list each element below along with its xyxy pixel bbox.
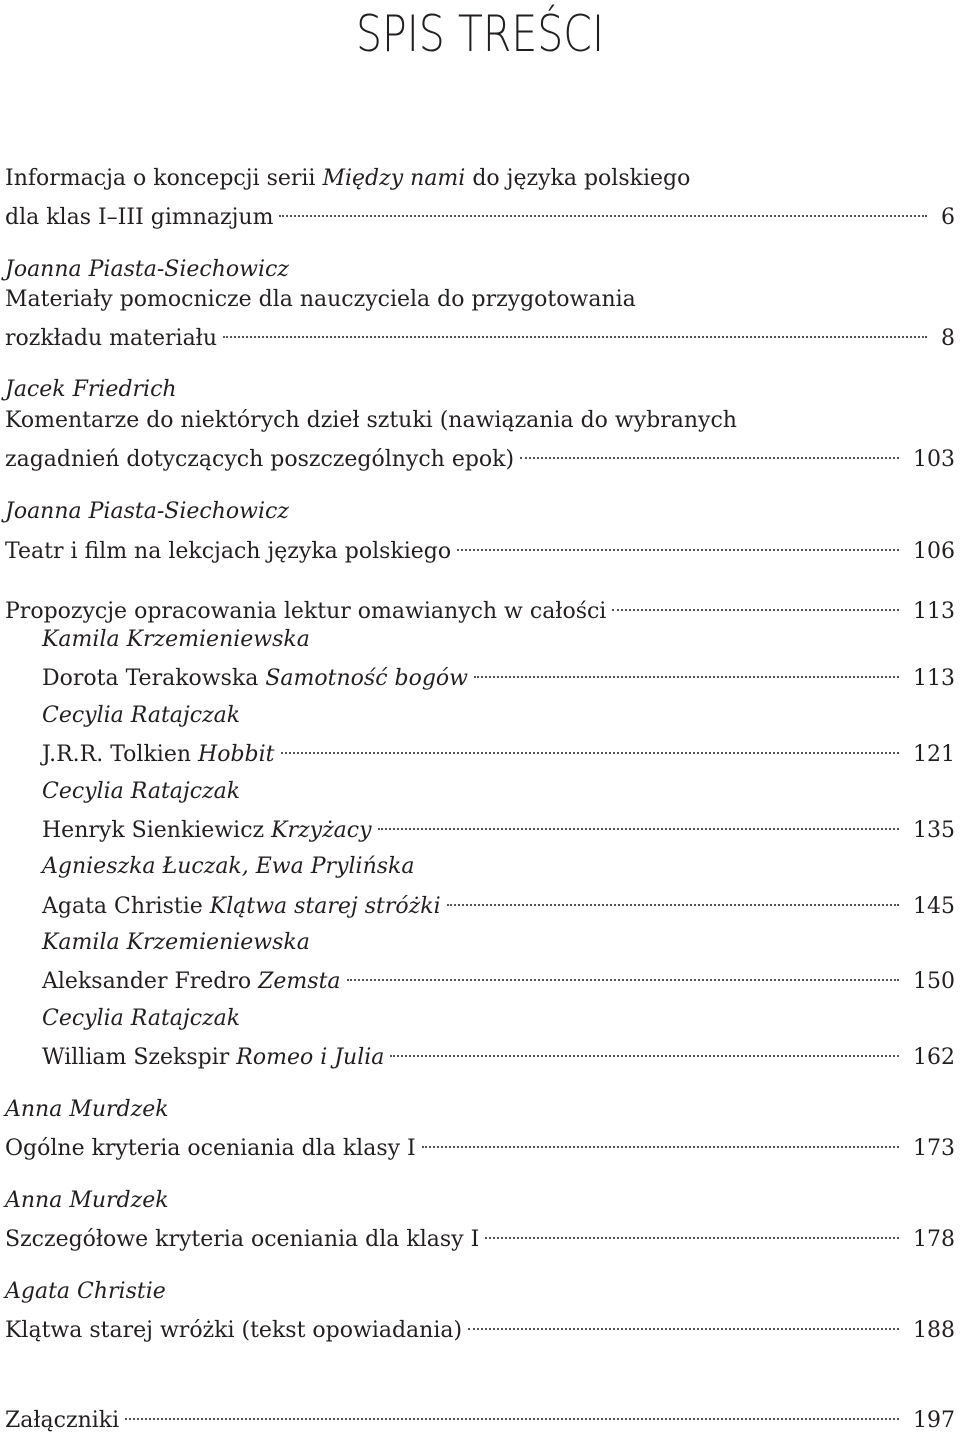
toc-sub-entry[interactable] bbox=[42, 807, 955, 843]
entry-author: Agata Christie bbox=[5, 1279, 166, 1304]
book-title: Romeo i Julia bbox=[236, 1045, 385, 1070]
book-author: Dorota Terakowska bbox=[42, 666, 266, 691]
toc-entry[interactable] bbox=[5, 1125, 955, 1161]
entry-title-text: dla klas I–III gimnazjum bbox=[5, 205, 274, 230]
dot-leader bbox=[223, 315, 927, 345]
sub-entry-author: Agnieszka Łuczak, Ewa Prylińska bbox=[42, 854, 415, 879]
page-number: 197 bbox=[913, 1408, 955, 1433]
toc-entry-title-line bbox=[5, 406, 955, 436]
entry-title-text: rozkładu materiału bbox=[5, 326, 217, 351]
book-title: Samotność bogów bbox=[265, 666, 468, 691]
page-number: 178 bbox=[913, 1227, 955, 1252]
page-number: 106 bbox=[913, 539, 955, 564]
entry-title-text: Komentarze do niektórych dzieł sztuki (nawiązania do wybranych bbox=[5, 408, 737, 433]
entry-title-text: Załączniki bbox=[5, 1408, 120, 1433]
dot-leader bbox=[281, 731, 900, 761]
entry-title-text: Szczegółowe kryteria oceniania dla klasy I bbox=[5, 1227, 480, 1252]
page-number: 173 bbox=[913, 1136, 955, 1161]
toc-entry[interactable] bbox=[5, 194, 955, 230]
toc-sub-entry[interactable] bbox=[42, 958, 955, 994]
dot-leader bbox=[125, 1397, 899, 1427]
page-number: 8 bbox=[941, 326, 955, 351]
entry-title-text: Materiały pomocnicze dla nauczyciela do przygotowania bbox=[5, 287, 636, 312]
toc-entry[interactable] bbox=[5, 588, 955, 624]
book-author: Henryk Sienkiewicz bbox=[42, 818, 272, 843]
entry-title-text: do języka polskiego bbox=[465, 166, 691, 191]
entry-title-text: Ogólne kryteria oceniania dla klasy I bbox=[5, 1136, 416, 1161]
book-author: Aleksander Fredro bbox=[42, 969, 259, 994]
entry-author: Anna Murdzek bbox=[5, 1097, 169, 1122]
book-title: Zemsta bbox=[258, 969, 341, 994]
page-number: 121 bbox=[913, 742, 955, 767]
page-number: 135 bbox=[913, 818, 955, 843]
dot-leader bbox=[347, 958, 899, 988]
entry-author: Joanna Piasta-Siechowicz bbox=[5, 499, 289, 524]
toc-sub-entry[interactable] bbox=[42, 655, 955, 691]
toc-sub-entry[interactable] bbox=[42, 731, 955, 767]
toc-entry-title-line bbox=[5, 285, 955, 315]
toc-entry[interactable] bbox=[5, 1397, 955, 1433]
page-title: SPIS TREŚCI bbox=[355, 5, 605, 63]
dot-leader bbox=[422, 1125, 899, 1155]
dot-leader bbox=[520, 436, 899, 466]
page-number: 162 bbox=[913, 1045, 955, 1070]
dot-leader bbox=[474, 655, 899, 685]
dot-leader bbox=[468, 1307, 899, 1337]
book-author: William Szekspir bbox=[42, 1045, 237, 1070]
toc-entry[interactable] bbox=[5, 1307, 955, 1343]
dot-leader bbox=[447, 883, 899, 913]
book-author: Agata Christie bbox=[42, 894, 210, 919]
toc-entry[interactable] bbox=[5, 1216, 955, 1252]
sub-entry-author: Kamila Krzemieniewska bbox=[42, 930, 310, 955]
page-number: 188 bbox=[913, 1318, 955, 1343]
page-number: 150 bbox=[913, 969, 955, 994]
page-number: 6 bbox=[941, 205, 955, 230]
toc-entry[interactable] bbox=[5, 315, 955, 351]
dot-leader bbox=[279, 194, 927, 224]
toc-entry[interactable] bbox=[5, 528, 955, 564]
book-title: Klątwa starej stróżki bbox=[209, 894, 441, 919]
book-author: J.R.R. Tolkien bbox=[42, 742, 199, 767]
dot-leader bbox=[390, 1034, 899, 1064]
page-number: 113 bbox=[913, 599, 955, 624]
sub-entry-author: Cecylia Ratajczak bbox=[42, 703, 241, 728]
entry-title-text: Informacja o koncepcji serii bbox=[5, 166, 323, 191]
dot-leader bbox=[612, 588, 899, 618]
sub-entry-author: Cecylia Ratajczak bbox=[42, 1006, 241, 1031]
book-title: Hobbit bbox=[198, 742, 275, 767]
dot-leader bbox=[457, 528, 899, 558]
toc-entry-title-line bbox=[5, 164, 955, 194]
sub-entry-author: Kamila Krzemieniewska bbox=[42, 627, 310, 652]
entry-title-text: Klątwa starej wróżki (tekst opowiadania) bbox=[5, 1318, 463, 1343]
dot-leader bbox=[485, 1216, 899, 1246]
book-title: Krzyżacy bbox=[271, 818, 372, 843]
dot-leader bbox=[378, 807, 899, 837]
entry-title-text: Propozycje opracowania lektur omawianych w całości bbox=[5, 599, 607, 624]
page-number: 103 bbox=[913, 447, 955, 472]
toc-sub-entry[interactable] bbox=[42, 1034, 955, 1070]
page-number: 113 bbox=[913, 666, 955, 691]
series-title-italic: Między nami bbox=[322, 166, 466, 191]
entry-title-text: Teatr i film na lekcjach języka polskiego bbox=[5, 539, 452, 564]
entry-author: Anna Murdzek bbox=[5, 1188, 169, 1213]
page-number: 145 bbox=[913, 894, 955, 919]
toc-entry[interactable] bbox=[5, 436, 955, 472]
toc-sub-entry[interactable] bbox=[42, 883, 955, 919]
sub-entry-author: Cecylia Ratajczak bbox=[42, 779, 241, 804]
entry-author: Joanna Piasta-Siechowicz bbox=[5, 257, 289, 282]
entry-author: Jacek Friedrich bbox=[5, 377, 177, 402]
entry-title-text: zagadnień dotyczących poszczególnych epok) bbox=[5, 447, 515, 472]
